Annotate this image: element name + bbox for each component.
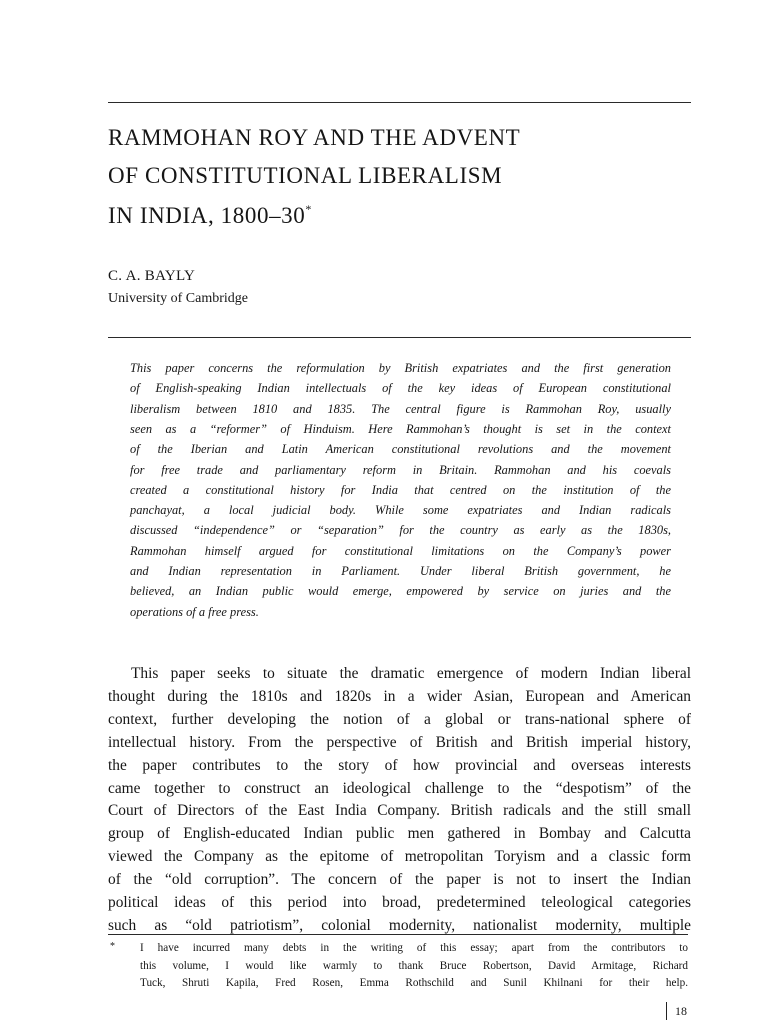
author-name: C. A. BAYLY <box>108 268 196 284</box>
abstract-line: for free trade and parliamentary reform in Britain. Rammohan and his coevals <box>130 462 671 477</box>
top-rule <box>108 102 691 103</box>
footnote-line: this volume, I would like warmly to thank Bruce Robertson, David Armitage, Richard <box>140 959 688 972</box>
footnote-line: Tuck, Shruti Kapila, Fred Rosen, Emma Rothschild and Sunil Khilnani for their help. <box>140 977 688 989</box>
page-number-bar <box>666 1002 667 1020</box>
body-line: viewed the Company as the epitome of metropolitan Toryism and a classic form <box>108 848 691 866</box>
abstract-line: created a constitutional history for India that centred on the institution of the <box>130 482 671 497</box>
abstract-rule <box>108 337 691 338</box>
abstract-line: panchayat, a local judicial body. While some expatriates and Indian radicals <box>130 503 671 518</box>
body-line: group of English-educated Indian public men gathered in Bombay and Calcutta <box>108 825 691 843</box>
article-title-line-2: OF CONSTITUTIONAL LIBERALISM <box>108 163 503 188</box>
body-line: intellectual history. From the perspective of British and British imperial history, <box>108 733 691 751</box>
article-title-line-3 <box>108 203 312 227</box>
body-line: political ideas of this period into broad, predetermined teleological categories <box>108 894 691 911</box>
footnote-rule <box>108 934 688 935</box>
body-line: came together to construct an ideological challenge to the “despotism” of the <box>108 779 691 797</box>
article-title-line-1: RAMMOHAN ROY AND THE ADVENT <box>108 125 521 150</box>
abstract-line: operations of a free press. <box>130 604 259 619</box>
footnote-marker: * <box>110 941 115 952</box>
footnote-line: I have incurred many debts in the writing of this essay; apart from the contributors to <box>140 942 688 954</box>
title-footnote-marker[interactable]: * <box>305 202 312 216</box>
abstract-line: of English-speaking Indian intellectuals of the key ideas of European constitutional <box>130 381 671 396</box>
author-affiliation: University of Cambridge <box>108 291 248 306</box>
body-line: of the “old corruption”. The concern of the paper is not to insert the Indian <box>108 871 691 889</box>
body-line: Court of Directors of the East India Company. British radicals and the still small <box>108 802 691 820</box>
abstract-line: seen as a “reformer” of Hinduism. Here Rammohan’s thought is set in the context <box>130 421 671 436</box>
abstract-line: of the Iberian and Latin American constitutional revolutions and the movement <box>130 442 671 457</box>
body-line: the paper contributes to the story of how provincial and overseas interests <box>108 756 691 774</box>
abstract-line: believed, an Indian public would emerge, empowered by service on juries and the <box>130 584 671 599</box>
page-number: 18 <box>675 1004 687 1018</box>
abstract-line: This paper concerns the reformulation by British expatriates and the first generation <box>130 361 671 375</box>
abstract-line: discussed “independence” or “separation” for the country as early as the 1830s, <box>130 523 671 538</box>
article-title-line-3-text: IN INDIA, 1800–30 <box>108 203 306 228</box>
body-line: context, further developing the notion of a global or trans-national sphere of <box>108 710 691 728</box>
abstract-line: liberalism between 1810 and 1835. The central figure is Rammohan Roy, usually <box>130 401 671 416</box>
body-line: This paper seeks to situate the dramatic emergence of modern Indian liberal <box>131 665 691 682</box>
body-line: such as “old patriotism”, colonial modernity, nationalist modernity, multiple <box>108 916 691 934</box>
abstract-line: Rammohan himself argued for constitutional limitations on the Company’s power <box>130 543 671 558</box>
abstract-line: and Indian representation in Parliament. Under liberal British government, he <box>130 564 671 578</box>
body-line: thought during the 1810s and 1820s in a wider Asian, European and American <box>108 687 691 705</box>
